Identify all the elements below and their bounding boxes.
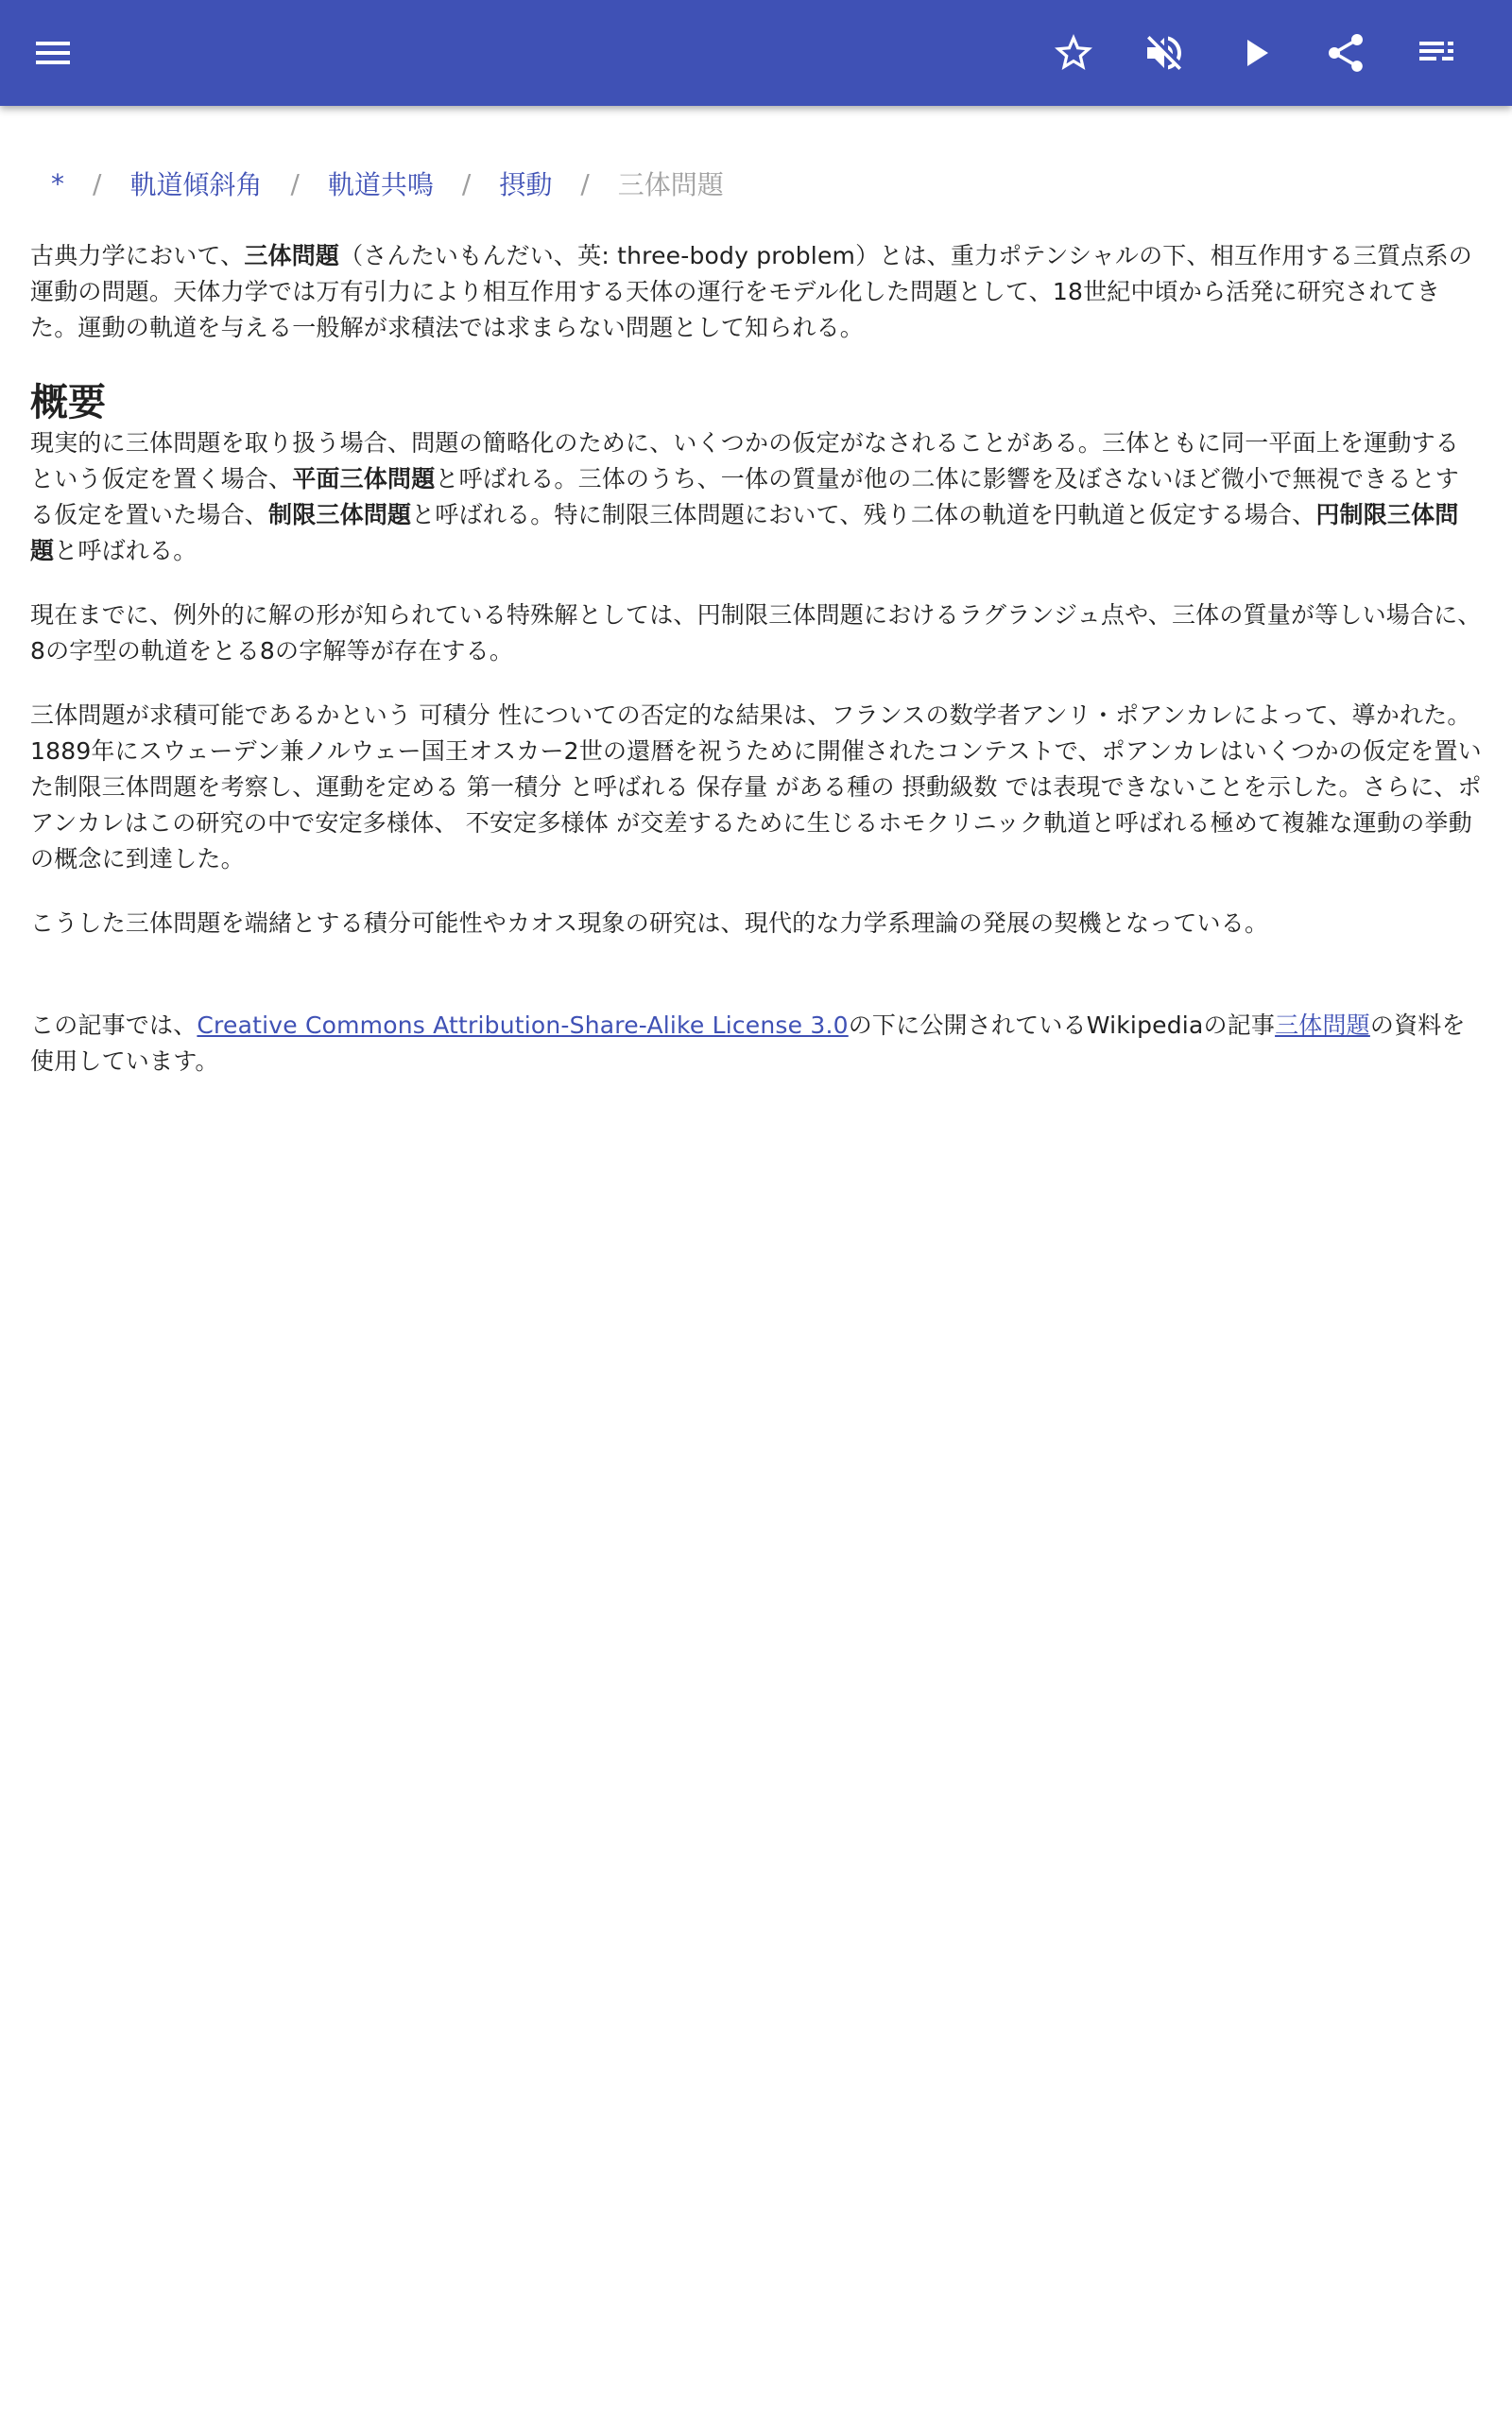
attribution-paragraph <box>30 1008 1482 1080</box>
share-icon <box>1323 30 1368 76</box>
overview-paragraph-2: 現在までに、例外的に解の形が知られている特殊解としては、円制限三体問題におけるラグランジュ点や、三体の質量が等しい場合に、8の字型の軌道をとる8の字解等が存在する。 <box>30 601 1482 665</box>
favorite-button[interactable] <box>1043 23 1104 83</box>
playlist-icon <box>1414 30 1459 76</box>
play-icon <box>1232 30 1278 76</box>
intro-text: （さんたいもんだい、英: three-body problem）とは、重力ポテンシャルの下、相互作用する三質点系の運動の問題。天体力学では万有引力により相互作用する天体の運行をモデル化した問題として、18世紀中頃から活発に研究されてきた。運動の軌道を与える一般解が求積法では求まらない問題として知られる。 <box>30 242 1472 341</box>
attribution-text: の資料を使用しています。 <box>30 1011 1466 1075</box>
playlist-button[interactable] <box>1406 23 1467 83</box>
wikipedia-article-link[interactable]: 三体問題 <box>1275 1011 1370 1039</box>
license-link[interactable]: Creative Commons Attribution-Share-Alike License 3.0 <box>197 1011 849 1039</box>
breadcrumb-item-root[interactable]: * <box>51 167 64 199</box>
bold-term-planar: 平面三体問題 <box>292 465 436 493</box>
overview-paragraph-4: こうした三体問題を端緒とする積分可能性やカオス現象の研究は、現代的な力学系理論の発展の契機となっている。 <box>30 909 1269 937</box>
bold-term-circular-restricted: 円制限三体問題 <box>30 501 1459 564</box>
breadcrumb-item-perturbation[interactable]: 摂動 <box>499 169 553 200</box>
overview-paragraph-1 <box>30 425 1482 569</box>
paragraph-text: と呼ばれる。特に制限三体問題において、残り二体の軌道を円軌道と仮定する場合、 <box>411 501 1316 528</box>
menu-icon <box>30 30 76 76</box>
intro-text: 古典力学において、 <box>30 242 245 269</box>
paragraph-text: 現実的に三体問題を取り扱う場合、問題の簡略化のために、いくつかの仮定がなされることがある。三体ともに同一平面上を運動するという仮定を置く場合、 <box>30 429 1460 493</box>
attribution-text: の下に公開されているWikipediaの記事 <box>848 1011 1276 1039</box>
section-heading-overview: 概要 <box>30 381 106 424</box>
share-button[interactable] <box>1315 23 1376 83</box>
intro-paragraph <box>30 238 1482 346</box>
article-content <box>30 106 1482 1080</box>
breadcrumb-separator: / <box>93 167 102 199</box>
play-button[interactable] <box>1225 23 1285 83</box>
breadcrumb-separator: / <box>461 167 472 199</box>
breadcrumb-item-orbital-resonance[interactable]: 軌道共鳴 <box>327 169 434 200</box>
paragraph-text: と呼ばれる。三体のうち、一体の質量が他の二体に影響を及ぼさないほど微小で無視できるとする仮定を置いた場合、 <box>30 465 1460 528</box>
mute-button[interactable] <box>1134 23 1194 83</box>
breadcrumb-separator: / <box>580 167 590 199</box>
breadcrumb-item-orbital-inclination[interactable]: 軌道傾斜角 <box>129 169 263 200</box>
intro-bold-term: 三体問題 <box>244 242 340 269</box>
overview-paragraph-3: 三体問題が求積可能であるかという 可積分 性についての否定的な結果は、フランスの数学者アンリ・ポアンカレによって、導かれた。1889年にスウェーデン兼ノルウェー国王オスカー2世の還暦を祝うために開催されたコンテストで、ポアンカレはいくつかの仮定を置いた制限三体問題を考察し、運動を定める 第一積分 と呼ばれる 保存量 がある種の 摂動級数 では表現できないことを示した。さらに、ポアンカレはこの研究の中で安定多様体、 不安定多様体 が交差するために生じるホモクリニック軌道と呼ばれる極めて複雑な運動の挙動の概念に到達した。 <box>30 701 1482 873</box>
breadcrumb-separator: / <box>290 167 300 199</box>
paragraph-text: と呼ばれる。 <box>54 537 198 564</box>
star-icon <box>1051 30 1096 76</box>
menu-button[interactable] <box>23 23 83 83</box>
app-toolbar <box>0 0 1512 106</box>
volume-off-icon <box>1142 30 1187 76</box>
breadcrumb-current: 三体問題 <box>617 169 724 200</box>
bold-term-restricted: 制限三体問題 <box>268 501 412 528</box>
attribution-text: この記事では、 <box>30 1011 198 1039</box>
breadcrumb <box>30 161 1482 206</box>
